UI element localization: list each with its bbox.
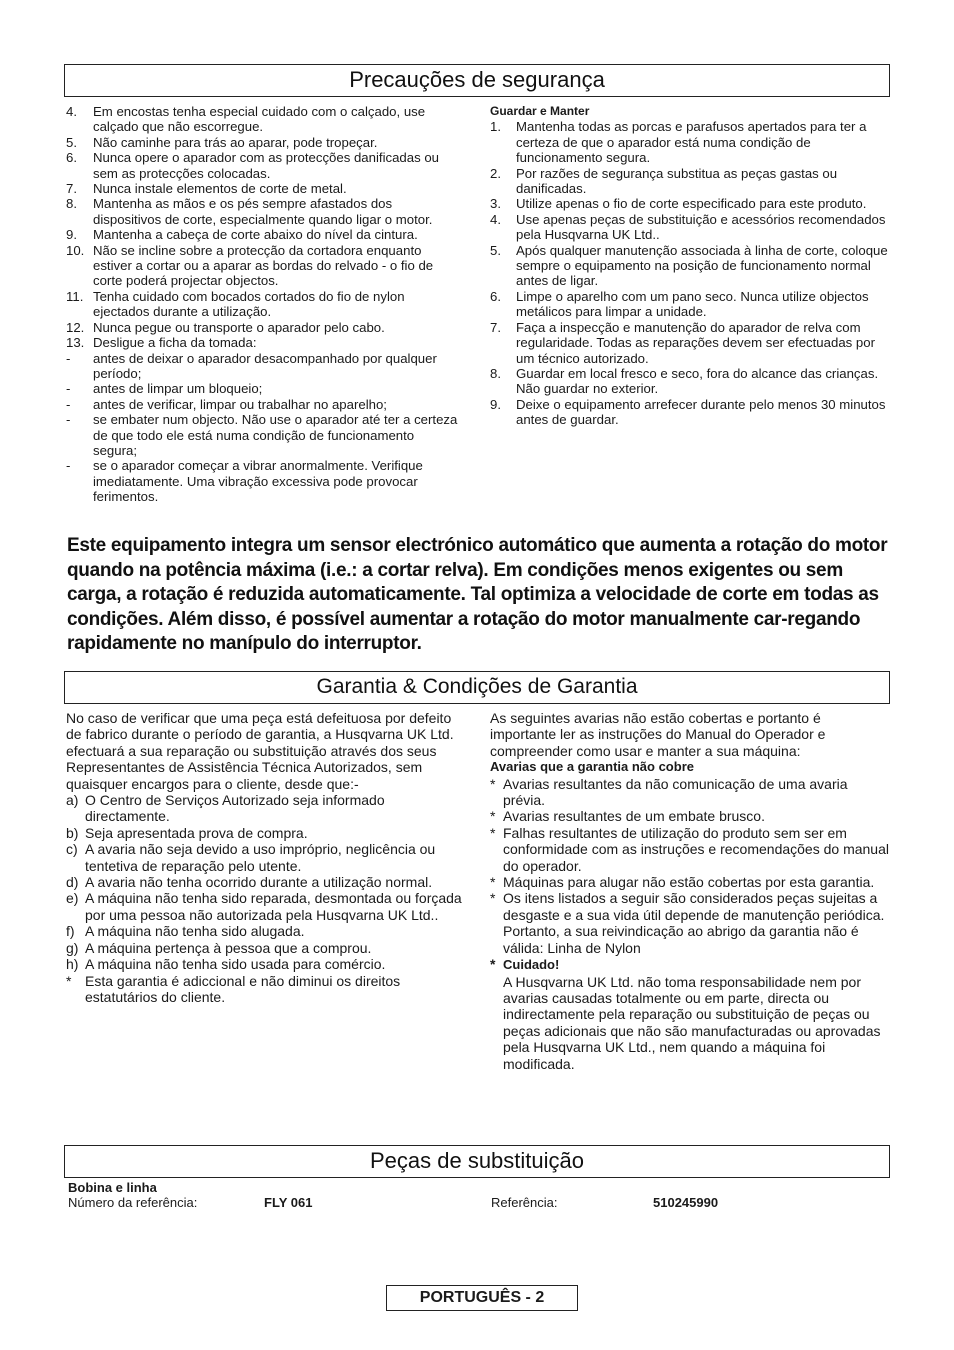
- list-item: [66, 243, 461, 289]
- list-item-text: Os itens listados a seguir são considerados peças sujeitas a desgaste e a sua vida útil depende de manutenção periódica. Portanto, a sua reivindicação ao abrigo da garantia não é válida: Linha de Nylon: [503, 890, 885, 956]
- list-item-number: *: [490, 824, 496, 841]
- list-item-number: *: [490, 775, 496, 792]
- warranty-left-column: [66, 710, 466, 1005]
- list-item-text: se o aparador começar a vibrar anormalmente. Verifique imediatamente. Uma vibração excessiva pode provocar ferimentos.: [93, 458, 423, 505]
- list-item: [490, 289, 890, 320]
- list-item-text: Após qualquer manutenção associada à linha de corte, coloque sempre o equipamento na posição de funcionamento normal antes de ligar.: [516, 242, 888, 289]
- list-item-text: Não se incline sobre a protecção da cortadora enquanto estiver a cortar ou a aparar as bordas do relvado - o fio de corte poderá projectar objectos.: [93, 242, 434, 289]
- list-item: [66, 792, 466, 825]
- list-item: [490, 166, 890, 197]
- caution-title: Cuidado!: [503, 957, 560, 973]
- list-item: [66, 104, 461, 135]
- list-item-number: 7.: [490, 319, 501, 335]
- list-item: [490, 212, 890, 243]
- list-item: [490, 196, 890, 211]
- list-item: [490, 776, 890, 809]
- list-item: [66, 956, 466, 972]
- list-item-number: -: [66, 396, 71, 412]
- list-item-number: h): [66, 956, 79, 973]
- list-item: [66, 227, 461, 242]
- warranty-section-title: Garantia & Condições de Garantia: [64, 671, 890, 704]
- list-item: [66, 381, 461, 396]
- list-item-number: -: [66, 350, 71, 366]
- warranty-conditions-list: [66, 792, 466, 1005]
- list-item-number: 1.: [490, 119, 501, 135]
- list-item-number: 4.: [66, 104, 77, 119]
- list-item-number: 8.: [66, 196, 77, 212]
- list-item-text: Avarias resultantes de um embate brusco.: [503, 808, 765, 825]
- list-item: [66, 397, 461, 412]
- list-item: [66, 874, 466, 890]
- list-item: [66, 289, 461, 320]
- reference-value: 510245990: [653, 1195, 719, 1210]
- list-item-text: A máquina não tenha sido usada para comércio.: [85, 956, 386, 973]
- list-item-number: e): [66, 890, 79, 907]
- list-item: [66, 458, 461, 504]
- list-item-number: 12.: [66, 319, 85, 335]
- list-item: [66, 923, 466, 939]
- list-item-number: c): [66, 841, 78, 858]
- warranty-exclusions-intro: As seguintes avarias não estão cobertas e portanto é importante ler as instruções do Manual do Operador e compreender como usar e manter a sua máquina:: [490, 710, 826, 759]
- safety-section-title: Precauções de segurança: [64, 64, 890, 97]
- list-item: [66, 196, 461, 227]
- list-item-text: Nunca pegue ou transporte o aparador pelo cabo.: [93, 319, 385, 335]
- list-item-number: 6.: [66, 150, 77, 166]
- list-item-number: 9.: [490, 396, 501, 412]
- list-item-number: a): [66, 792, 79, 809]
- list-item-text: Por razões de segurança substitua as peças gastas ou danificadas.: [516, 165, 838, 197]
- warranty-intro: No caso de verificar que uma peça está defeituosa por defeito de fabrico durante o período de garantia, a Husqvarna UK Ltd. efectuará a sua reparação ou substituição através dos seus Representantes de Assistência Técnica Autorizados, sem quaisquer encargos para o cliente, desde que:-: [66, 710, 454, 792]
- list-item-number: -: [66, 458, 71, 474]
- list-item-text: Guardar em local fresco e seco, fora do alcance das crianças. Não guardar no exterior.: [516, 365, 879, 397]
- list-item-text: Mantenha a cabeça de corte abaixo do nível da cintura.: [93, 227, 418, 243]
- ref-number-value: FLY 061: [264, 1195, 313, 1210]
- list-item-text: Máquinas para alugar não estão cobertas por esta garantia.: [503, 874, 875, 891]
- list-item-text: Falhas resultantes de utilização do produto sem ser em conformidade com as instruções e recomendações do manual do operador.: [503, 824, 889, 874]
- sensor-note: Este equipamento integra um sensor electrónico automático que aumenta a rotação do motor quando na potência máxima (i.e.: a cortar relva). Em condições menos exigentes ou sem carga, a rotação é reduzida automaticamente. Tal optimiza a velocidade de corte em todas as condições. Além disso, é possível aumentar a rotação do motor manualmente car-regando rapidamente no manípulo do interruptor.: [67, 535, 888, 654]
- list-item-number: 2.: [490, 165, 501, 181]
- list-item: [66, 335, 461, 350]
- list-item: [66, 973, 466, 1006]
- list-item-text: Limpe o aparelho com um pano seco. Nunca utilize objectos metálicos para limpar a unidade.: [516, 288, 869, 320]
- page-footer-language: PORTUGUÊS - 2: [386, 1285, 578, 1311]
- list-item-number: 3.: [490, 196, 501, 212]
- list-item-text: Avarias resultantes da não comunicação de uma avaria prévia.: [503, 775, 848, 809]
- list-item: [66, 351, 461, 382]
- storage-list: [490, 119, 890, 427]
- list-item-text: O Centro de Serviços Autorizado seja informado directamente.: [85, 792, 385, 825]
- list-item-text: A máquina não tenha sido alugada.: [85, 923, 305, 940]
- list-item: [490, 890, 890, 956]
- list-item: [66, 135, 461, 150]
- parts-section-title: Peças de substituição: [64, 1145, 890, 1178]
- list-item-number: 5.: [490, 242, 501, 258]
- list-item-text: Utilize apenas o fio de corte especificado para este produto.: [516, 196, 867, 212]
- list-item: [490, 119, 890, 165]
- list-item-text: Em encostas tenha especial cuidado com o calçado, use calçado que não escorregue.: [93, 104, 426, 135]
- list-item-text: A máquina pertença à pessoa que a comprou.: [85, 939, 372, 956]
- list-item-text: Nunca opere o aparador com as protecções danificadas ou sem as protecções colocadas.: [93, 150, 440, 181]
- list-item: [490, 825, 890, 874]
- list-item-text: Faça a inspecção e manutenção do aparador de relva com regularidade. Todas as reparações devem ser efectuadas por um técnico autorizado.: [516, 319, 875, 366]
- list-item-text: Mantenha todas as porcas e parafusos apertados para ter a certeza de que o aparador está numa condição de funcionamento segura.: [516, 119, 867, 166]
- list-item-number: g): [66, 939, 79, 956]
- list-item-text: A avaria não seja devido a uso impróprio, neglicência ou tentetiva de reparação pelo utente.: [85, 841, 436, 874]
- list-item: [490, 243, 890, 289]
- list-item: [66, 841, 466, 874]
- caution-item: [490, 956, 890, 1072]
- storage-heading: Guardar e Manter: [490, 104, 590, 118]
- list-item: [66, 181, 461, 196]
- list-item: [66, 320, 461, 335]
- list-item-text: Não caminhe para trás ao aparar, pode tropeçar.: [93, 134, 378, 150]
- list-item: [66, 940, 466, 956]
- list-item-text: antes de limpar um bloqueio;: [93, 381, 263, 397]
- list-item-text: Tenha cuidado com bocados cortados do fio de nylon ejectados durante a utilização.: [93, 288, 405, 320]
- list-item: [66, 825, 466, 841]
- list-item-number: 5.: [66, 134, 77, 150]
- exclusions-heading: Avarias que a garantia não cobre: [490, 759, 694, 775]
- parts-item-name: Bobina e linha: [68, 1180, 157, 1195]
- exclusions-list: [490, 776, 890, 956]
- list-item: [66, 890, 466, 923]
- list-item-number: 7.: [66, 181, 77, 197]
- caution-text: A Husqvarna UK Ltd. não toma responsabilidade nem por avarias causadas totalmente ou em parte, directa ou indirectamente pela reparação ou substituição de peças ou peças adicionais que não são manufacturadas ou aprovadas pela Husqvarna UK Ltd., nem quando a máquina foi modificada.: [503, 973, 881, 1072]
- list-item: [490, 320, 890, 366]
- safety-left-list: [66, 104, 461, 505]
- list-item-number: 6.: [490, 288, 501, 304]
- list-item-text: Use apenas peças de substituição e acessórios recomendados pela Husqvarna UK Ltd..: [516, 211, 886, 243]
- list-item-text: antes de deixar o aparador desacompanhado por qualquer período;: [93, 350, 437, 381]
- list-item-number: *: [490, 890, 496, 907]
- list-item-text: Seja apresentada prova de compra.: [85, 824, 308, 841]
- list-item: [490, 808, 890, 824]
- caution-mark: *: [490, 956, 496, 973]
- safety-right-column: [490, 104, 890, 428]
- list-item-text: A avaria não tenha ocorrido durante a utilização normal.: [85, 874, 433, 891]
- list-item-number: *: [66, 972, 72, 989]
- list-item: [490, 397, 890, 428]
- list-item-number: 9.: [66, 227, 77, 243]
- list-item-number: -: [66, 412, 71, 428]
- list-item-text: se embater num objecto. Não use o aparador até ter a certeza de que todo ele está numa condição de funcionamento segura;: [93, 412, 458, 458]
- list-item: [490, 366, 890, 397]
- list-item-number: 8.: [490, 365, 501, 381]
- list-item-text: Nunca instale elementos de corte de metal.: [93, 181, 347, 197]
- list-item: [66, 412, 461, 458]
- list-item-number: 4.: [490, 211, 501, 227]
- list-item-number: 10.: [66, 242, 85, 258]
- list-item-number: -: [66, 381, 71, 397]
- list-item-text: antes de verificar, limpar ou trabalhar no aparelho;: [93, 396, 387, 412]
- reference-label: Referência:: [491, 1195, 558, 1210]
- list-item-text: Desligue a ficha da tomada:: [93, 335, 257, 351]
- ref-number-label: Número da referência:: [68, 1195, 198, 1210]
- list-item: [490, 874, 890, 890]
- list-item-number: f): [66, 923, 75, 940]
- warranty-right-column: [490, 710, 890, 1072]
- list-item-number: 11.: [66, 288, 84, 304]
- list-item-text: Esta garantia é adiccional e não diminui os direitos estatutários do cliente.: [85, 972, 401, 1005]
- list-item-text: Deixe o equipamento arrefecer durante pelo menos 30 minutos antes de guardar.: [516, 396, 886, 428]
- list-item-text: A máquina não tenha sido reparada, desmontada ou forçada por uma pessoa não autorizada pela Husqvarna UK Ltd..: [85, 890, 462, 923]
- list-item-number: d): [66, 874, 79, 891]
- list-item-number: b): [66, 824, 79, 841]
- list-item-number: *: [490, 874, 496, 891]
- list-item: [66, 150, 461, 181]
- list-item-number: 13.: [66, 335, 85, 351]
- list-item-text: Mantenha as mãos e os pés sempre afastados dos dispositivos de corte, especialmente quando ligar o motor.: [93, 196, 433, 227]
- list-item-number: *: [490, 808, 496, 825]
